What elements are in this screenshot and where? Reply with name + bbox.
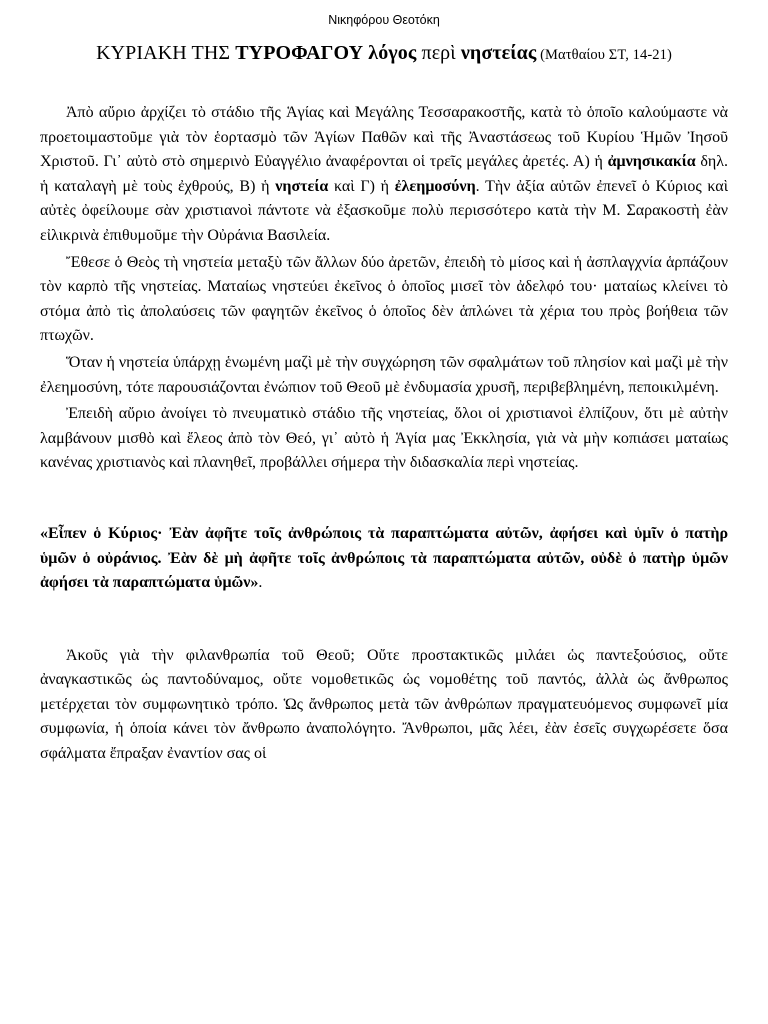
term-amnisikakia: ἀμνησικακία [607, 153, 696, 171]
title-part-4: νηστείας [460, 42, 537, 64]
paragraph-1-text-c: δηλ. ἡ καταλαγὴ μὲ τοὺς ἐχθρούς, Β) ἡ [40, 153, 728, 195]
title-part-3: περὶ [416, 42, 461, 64]
paragraph-1-text-a: Ἀπὸ αὔριο ἀρχίζει τὸ στάδιο τῆς Ἁγίας καὶ Μεγάλης Τεσσαρακοστῆς, κατὰ τὸ ὁποῖο καλούμαστε νὰ προετοιμαστοῦμε γιὰ τὸν ἑορτασμὸ τῶν Ἁγίων Παθῶν καὶ τῆς Ἀναστάσεως τοῦ Κυρίου Ἡμῶν Ἰησοῦ Χριστοῦ. Γι᾽ αὐτὸ στὸ σημερινὸ Εὐαγγέλιο ἀναφέρονται οἱ τρεῖς μεγάλες ἀρετές. Α) ἡ [40, 104, 728, 171]
term-eleimosyni: ἐλεημοσύνη [394, 177, 476, 195]
title-reference: (Ματθαίου ΣΤ, 14-21) [536, 47, 672, 63]
paragraph-1-text-e: καὶ Γ) ἡ [328, 177, 395, 195]
term-nisteia: νηστεία [275, 177, 329, 195]
paragraph-4: Ἐπειδὴ αὔριο ἀνοίγει τὸ πνευματικὸ στάδιο τῆς νηστείας, ὅλοι οἱ χριστιανοὶ ἐλπίζουν, ὅτι μὲ αὐτὴν λαμβάνουν μισθὸ καὶ ἔλεος ἀπὸ τὸν Θεό, γι᾽ αὐτὸ ἡ Ἁγία μας Ἐκκλησία, γιὰ νὰ μὴν κοπιάσει ματαίως κανένας χριστιανὸς καὶ πλανηθεῖ, προβάλλει σήμερα τὴν διδασκαλία περὶ νηστείας. [40, 405, 728, 472]
gospel-quote-tail: . [258, 574, 263, 592]
document-body [40, 101, 728, 767]
paragraph-5: Ἀκοῦς γιὰ τὴν φιλανθρωπία τοῦ Θεοῦ; Οὔτε προστακτικῶς μιλάει ὡς παντεξούσιος, οὔτε ἀναγκαστικῶς ὡς παντοδύναμος, οὔτε νομοθετικῶς ὡς νομοθέτης τοῦ παντός, ἀλλὰ ὡς ἄνθρωπος μετέρχεται τὸν συμφωνητικὸ τρόπο. Ὡς ἄνθρωπος μετὰ τῶν ἀνθρώπων πραγματευόμενος συμφωνεῖ μία συμφωνία, ἡ ὁποία κάνει τὸν ἄνθρωπο ἀναπολόγητο. Ἄνθρωποι, μᾶς λέει, ἐὰν ἐσεῖς συγχωρέσετε ὅσα σφάλματα ἔπραξαν ἐναντίον σας οἱ [40, 646, 728, 763]
document-title [0, 42, 768, 65]
paragraph-3: Ὅταν ἡ νηστεία ὑπάρχῃ ἑνωμένη μαζὶ μὲ τὴν συγχώρηση τῶν σφαλμάτων τοῦ πλησίον καὶ μαζὶ μὲ τὴν ἐλεημοσύνη, τότε παρουσιάζονται ἐνώπιον τοῦ Θεοῦ μὲ ἐνδυμασία χρυσῆ, περιβεβλημένη, πεποικιλμένη. [40, 353, 728, 396]
page-header-author: Νικηφόρου Θεοτόκη [328, 13, 440, 27]
paragraph-2: Ἔθεσε ὁ Θεὸς τὴ νηστεία μεταξὺ τῶν ἄλλων δύο ἀρετῶν, ἐπειδὴ τὸ μίσος καὶ ἡ ἀσπλαγχνία ἁρπάζουν τὸν καρπὸ τῆς νηστείας. Ματαίως νηστεύει ἐκεῖνος ὁ ὁποῖος μισεῖ τὸν ἀδελφό του· ματαίως κλείνει τὸ στόμα ἀπὸ τὶς ἀπολαύσεις τῶν φαγητῶν ἐκεῖνος ὁ ὁποῖος δὲν ἁπλώνει τὰ χέρια του πρὸς βοήθεια τῶν πτωχῶν. [40, 253, 728, 345]
title-part-2: ΤΥΡΟΦΑΓΟΥ λόγος [235, 42, 417, 64]
paragraph-1-text-g: . Τὴν ἀξία αὐτῶν ἐπενεῖ ὁ Κύριος καὶ αὐτὲς ὀφείλουμε σὰν χριστιανοὶ πάντοτε νὰ ἐξασκοῦμε πολὺ περισσότερο κατὰ τὴν Μ. Σαρακοστὴ ἐὰν εἰλικρινὰ ἐπιθυμοῦμε τὴν Οὐράνια Βασιλεία. [40, 177, 728, 244]
title-part-1: ΚΥΡΙΑΚΗ ΤΗΣ [96, 42, 236, 64]
gospel-quote [40, 522, 728, 596]
paragraph-1 [40, 101, 728, 249]
gospel-quote-text: «Εἶπεν ὁ Κύριος· Ἐὰν ἀφῆτε τοῖς ἀνθρώποις τὰ παραπτώματα αὐτῶν, ἀφήσει καὶ ὑμῖν ὁ πατὴρ ὑμῶν ὁ οὐράνιος. Ἐὰν δὲ μὴ ἀφῆτε τοῖς ἀνθρώποις τὰ παραπτώματα αὐτῶν, οὐδὲ ὁ πατὴρ ὑμῶν ἀφήσει τὰ παραπτώματα ὑμῶν» [40, 524, 728, 592]
